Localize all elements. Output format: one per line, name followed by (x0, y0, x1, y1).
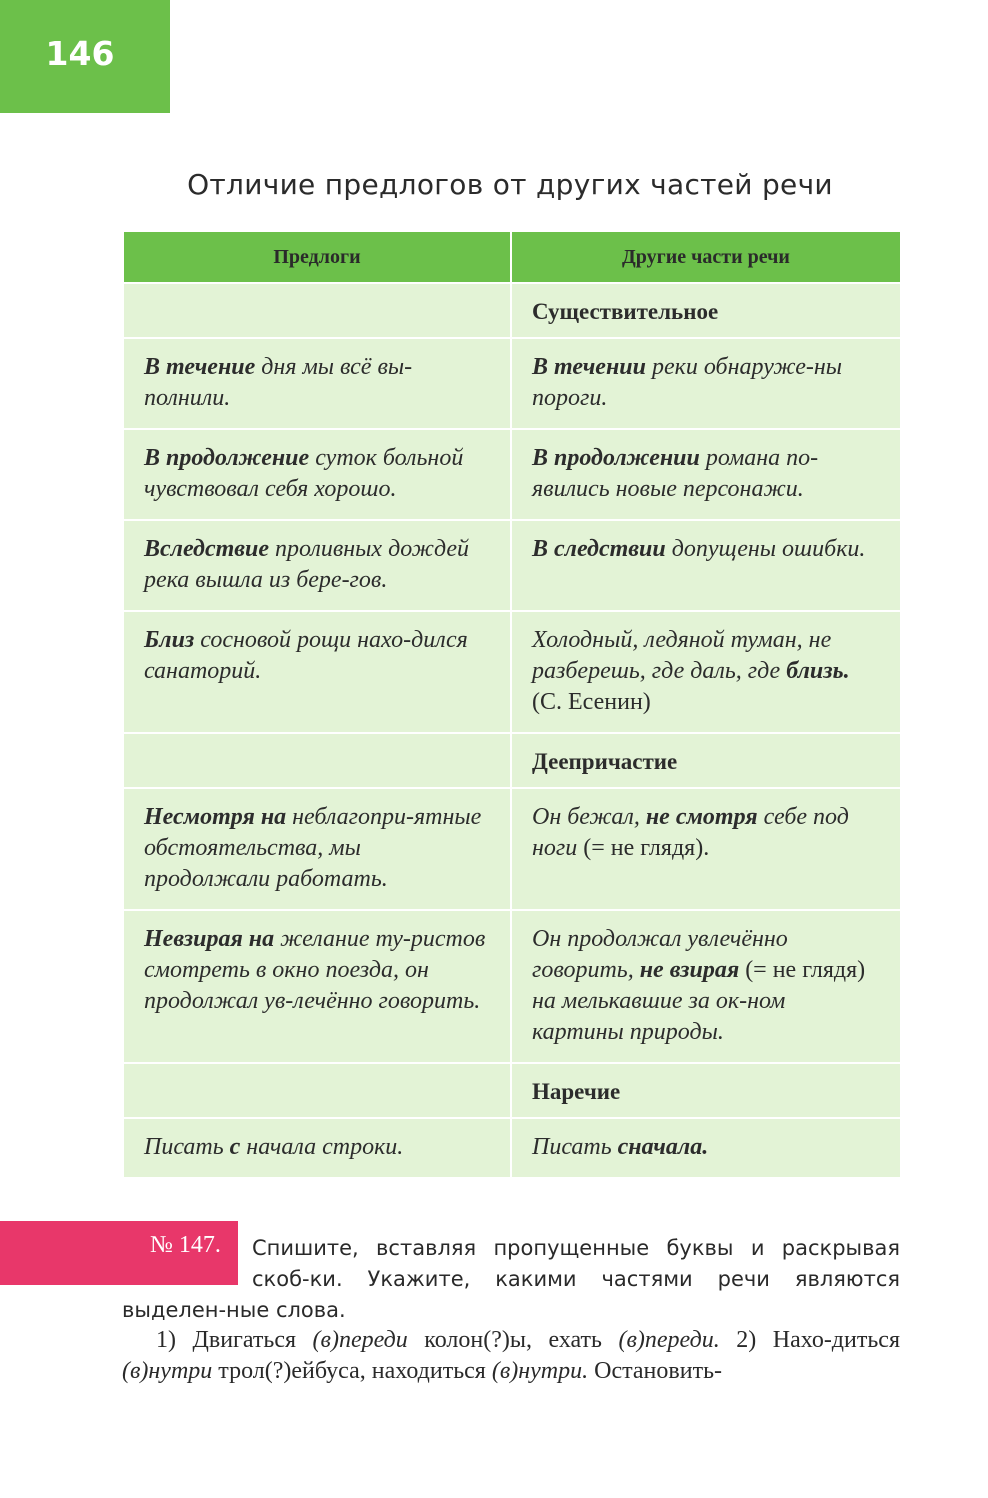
section-row-adverb (123, 1063, 901, 1118)
header-row (123, 231, 901, 283)
preposition-example: В течение дня мы всё вы-полнили. (123, 338, 511, 429)
other-example: В течении реки обнаруже-ны пороги. (511, 338, 901, 429)
table-row (123, 429, 901, 520)
table-row (123, 338, 901, 429)
exercise-instruction: Спишите, вставляя пропущенные буквы и раскрывая скоб-ки. Укажите, какими частями речи являются выделен-ные слова. (122, 1236, 900, 1322)
preposition-example: Несмотря на неблагопри-ятные обстоятельства, мы продолжали работать. (123, 788, 511, 910)
exercise-number: № 147. (150, 1232, 221, 1258)
author-citation: (С. Есенин) (532, 689, 651, 715)
preposition-example: Вследствие проливных дождей река вышла из бере-гов. (123, 520, 511, 611)
other-example: В следствии допущены ошибки. (511, 520, 901, 611)
table-title: Отличие предлогов от других частей речи (187, 168, 833, 201)
section-label-adverb: Наречие (511, 1063, 901, 1118)
empty-cell (123, 283, 511, 338)
preposition-example: Близ сосновой рощи нахо-дился санаторий. (123, 611, 511, 733)
preposition-example: В продолжение суток больной чувствовал себя хорошо. (123, 429, 511, 520)
table-row (123, 611, 901, 733)
exercise-body: 1) Двигаться (в)переди колон(?)ы, ехать (в)переди. 2) Нахо-диться (в)нутри трол(?)ейбуса, находиться (в)нутри. Остановить- (122, 1327, 900, 1384)
page-number: 146 (45, 34, 115, 73)
section-row-noun (123, 283, 901, 338)
section-label-gerund: Деепричастие (511, 733, 901, 788)
other-example: Писать сначала. (511, 1118, 901, 1178)
preposition-example: Писать с начала строки. (123, 1118, 511, 1178)
table-row (123, 910, 901, 1063)
table-row (123, 520, 901, 611)
table-row (123, 788, 901, 910)
comparison-table (122, 230, 902, 1179)
other-example: Холодный, ледяной туман, не разберешь, где даль, где близь. (С. Есенин) (511, 611, 901, 733)
preposition-example: Невзирая на желание ту-ристов смотреть в окно поезда, он продолжал ув-лечённо говорить. (123, 910, 511, 1063)
other-example: В продолжении романа по-явились новые персонажи. (511, 429, 901, 520)
other-example: Он бежал, не смотря себе под ноги (= не глядя). (511, 788, 901, 910)
header-prepositions: Предлоги (123, 231, 511, 283)
empty-cell (123, 1063, 511, 1118)
page-number-tab (0, 0, 170, 113)
section-label-noun: Существительное (511, 283, 901, 338)
table-row (123, 1118, 901, 1178)
header-other-parts: Другие части речи (511, 231, 901, 283)
other-example: Он продолжал увлечённо говорить, не взирая (= не глядя) на мелькавшие за ок-ном картины природы. (511, 910, 901, 1063)
empty-cell (123, 733, 511, 788)
section-row-gerund (123, 733, 901, 788)
